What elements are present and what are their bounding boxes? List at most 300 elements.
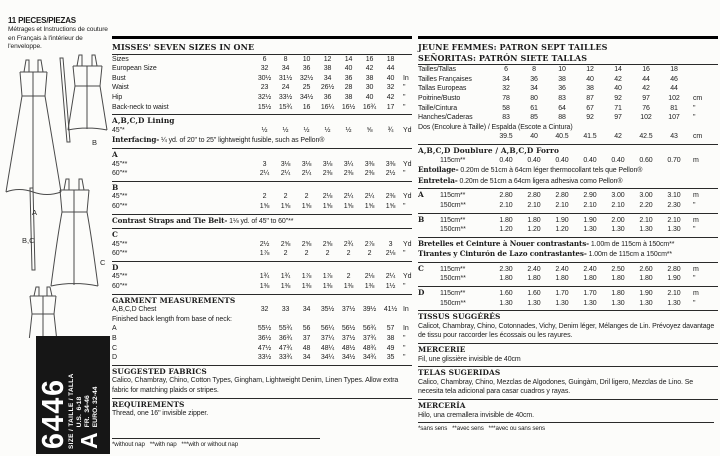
value-cell: 36 [323, 93, 332, 101]
value-cell: 3⅛ [280, 160, 291, 168]
value-cell: ½ [324, 126, 331, 134]
unit-cell: In [403, 74, 409, 82]
bold-lead: Entoilage- [418, 165, 459, 175]
unit-cell: " [403, 344, 406, 352]
text-line: Thread, one 16" invisible zipper. [112, 410, 209, 418]
row-label: 45"** [112, 273, 128, 281]
value-cell: 1.80 [499, 216, 513, 224]
unit-cell: m [693, 192, 699, 200]
value-cell: 37 [302, 335, 311, 343]
value-cell: 2.60 [639, 265, 653, 273]
table-row [112, 202, 412, 212]
table-row [418, 84, 718, 94]
english-column [112, 36, 412, 452]
view-b-drawing [68, 55, 107, 130]
value-cell: 34 [530, 85, 538, 93]
value-cell: 2.80 [555, 192, 569, 200]
value-cell: 2⅜ [364, 170, 375, 178]
value-cell: 2⅝ [280, 240, 291, 248]
text-line: Tirantes y Cinturón de Lazo contrastantes- 1.00m de 115cm a 150cm** [418, 249, 673, 259]
value-cell: 34 [302, 354, 311, 362]
value-cell: 15¾ [278, 103, 293, 111]
value-cell: 34½ [341, 354, 356, 362]
value-cell: 2.80 [499, 192, 513, 200]
value-cell: 85 [530, 114, 538, 122]
value-cell: 28 [344, 84, 353, 92]
value-cell: 30 [365, 84, 374, 92]
view-letter: C [418, 263, 424, 273]
table-row [112, 334, 412, 344]
section-heading: MERCERÍA [418, 399, 718, 411]
value-cell: 2.10 [667, 290, 681, 298]
value-cell: 34¾ [362, 354, 377, 362]
row-label: Poitrine/Busto [418, 94, 461, 102]
value-cell: 41½ [383, 306, 398, 314]
french-footnote: *sans sens **avec sens ***avec ou sans sens [418, 422, 714, 432]
top-rule [112, 36, 412, 39]
row-label: 45"* [112, 126, 125, 134]
value-cell: 1⅝ [385, 202, 396, 210]
row-label: 45"** [112, 160, 128, 168]
view-bc-label: B,C [22, 236, 35, 245]
value-cell: 56¾ [362, 325, 377, 333]
unit-cell: cm [693, 94, 703, 102]
size-label: SIZE / TAILLE / TALLA [68, 373, 76, 449]
table-row [112, 240, 412, 250]
table-row [418, 94, 718, 104]
value-cell: 2¼ [280, 170, 291, 178]
value-cell: 1⅝ [301, 202, 312, 210]
row-label: Tailles Françaises [418, 75, 472, 83]
row-label: A [112, 325, 117, 333]
value-cell: 40 [614, 85, 622, 93]
value-cell: 37½ [341, 335, 356, 343]
value-cell: 6 [262, 55, 267, 63]
value-cell: 0.40 [611, 156, 625, 164]
section-heading: A,B,C,D Lining [112, 114, 412, 126]
table-row [112, 160, 412, 170]
value-cell: 83 [558, 94, 566, 102]
table-row [112, 344, 412, 354]
unit-cell: cm [693, 133, 703, 141]
table-row [112, 126, 412, 136]
value-cell: 1⅜ [364, 283, 375, 291]
value-cell: 38 [323, 65, 332, 73]
section-heading: B [112, 181, 412, 193]
value-cell: 3⅜ [385, 160, 396, 168]
row-label: European Size [112, 65, 157, 73]
table-row [112, 305, 412, 315]
value-cell: 2 [325, 250, 330, 258]
euro-size-range: EURO. 32-44 [92, 386, 100, 428]
garment-line-drawings [0, 46, 112, 338]
value-cell: 2 [262, 193, 267, 201]
value-cell: 2.80 [527, 192, 541, 200]
table-row [112, 64, 412, 74]
value-cell: 34 [502, 75, 510, 83]
value-cell: 2.00 [611, 216, 625, 224]
value-cell: 3⅜ [364, 160, 375, 168]
value-cell: 3 [262, 160, 267, 168]
value-cell: 41.5 [583, 133, 597, 141]
row-label: A 115cm** [418, 190, 466, 200]
value-cell: 36 [530, 75, 538, 83]
unit-cell: " [403, 103, 406, 111]
value-cell: 33 [281, 306, 290, 314]
value-cell: 1⅝ [322, 202, 333, 210]
value-cell: 16 [365, 55, 374, 63]
text-line: Entoilage- 0.20m de 51cm à 64cm léger thermocollant tels que Pellon® [418, 165, 643, 175]
value-cell: 55½ [257, 325, 272, 333]
value-cell: 83 [502, 114, 510, 122]
section-heading: A,B,C,D Doublure / A,B,C,D Forro [418, 144, 718, 156]
unit-cell: m [693, 265, 699, 273]
value-cell: 2.10 [527, 201, 541, 209]
row-label: C [112, 344, 117, 352]
value-cell: 2½ [259, 240, 270, 248]
value-cell: 44 [386, 65, 395, 73]
value-cell: 2.40 [555, 265, 569, 273]
value-cell: 37¼ [320, 335, 335, 343]
value-cell: 2⅜ [343, 170, 354, 178]
row-label: Taille/Cintura [418, 104, 458, 112]
unit-cell: " [403, 202, 406, 210]
value-cell: 35½ [320, 306, 335, 314]
value-cell: 1.90 [555, 216, 569, 224]
value-cell: 47¾ [278, 344, 293, 352]
value-cell: 16¼ [320, 103, 335, 111]
bc-belt-drawing [30, 188, 38, 270]
value-cell: 2 [346, 273, 351, 281]
value-cell: 14 [614, 66, 622, 74]
value-cell: 2¼ [385, 273, 396, 281]
value-cell: 2.10 [555, 201, 569, 209]
value-cell: 64 [558, 104, 566, 112]
value-cell: 12 [323, 55, 332, 63]
us-size-range: U.S. 6-18 [76, 396, 84, 428]
unit-cell: " [403, 250, 406, 258]
value-cell: 33½ [278, 93, 293, 101]
section-heading: GARMENT MEASUREMENTS [112, 294, 412, 306]
value-cell: 3 [388, 240, 393, 248]
view-letter: A [418, 190, 424, 200]
row-label: Bust [112, 74, 126, 82]
value-cell: 1⅝ [343, 202, 354, 210]
value-cell: ½ [282, 126, 289, 134]
value-cell: 26½ [320, 84, 335, 92]
value-cell: 2.30 [667, 201, 681, 209]
value-cell: 1⅜ [259, 283, 270, 291]
table-row [112, 83, 412, 93]
value-cell: 71 [614, 104, 622, 112]
value-cell: 40 [530, 133, 538, 141]
value-cell: 1⅝ [259, 202, 270, 210]
value-cell: 18 [386, 55, 395, 63]
text-line: Fil, une glissière invisible de 40cm [418, 355, 521, 363]
value-cell: 37½ [341, 306, 356, 314]
unit-cell: Yd [403, 160, 412, 168]
value-cell: 2 [367, 250, 372, 258]
value-cell: 37¾ [362, 335, 377, 343]
view-c-drawing [51, 179, 98, 286]
table-row [418, 299, 718, 309]
value-cell: 1⅜ [322, 283, 333, 291]
row-label: 60"** [112, 202, 128, 210]
value-cell: 48¼ [320, 344, 335, 352]
value-cell: 1¾ [280, 273, 291, 281]
table-row [418, 286, 718, 299]
unit-cell: Yd [403, 126, 412, 134]
value-cell: 2⅛ [364, 273, 375, 281]
table-row [112, 74, 412, 84]
row-label: 60"** [112, 250, 128, 258]
value-cell: 3.00 [611, 192, 625, 200]
value-cell: 32 [260, 306, 269, 314]
value-cell: 1.90 [667, 275, 681, 283]
table-row [112, 249, 412, 259]
unit-cell: " [403, 354, 406, 362]
value-cell: 40 [365, 93, 374, 101]
value-cell: 16 [302, 103, 311, 111]
row-label: B 115cm** [418, 214, 466, 224]
value-cell: 36 [558, 85, 566, 93]
value-cell: 55¾ [278, 325, 293, 333]
value-cell: 3.00 [639, 192, 653, 200]
unit-cell: In [403, 306, 409, 314]
value-cell: 43 [670, 133, 678, 141]
value-cell: 102 [640, 114, 652, 122]
row-label: Back-neck to waist [112, 103, 169, 111]
value-cell: ½ [303, 126, 310, 134]
value-cell: 16½ [341, 103, 356, 111]
value-cell: 56½ [341, 325, 356, 333]
value-cell: 97 [642, 94, 650, 102]
value-cell: 8 [532, 66, 536, 74]
value-cell: 42 [614, 75, 622, 83]
value-cell: 2⅞ [364, 240, 375, 248]
row-label: 150cm** [440, 275, 466, 283]
value-cell: 15½ [257, 103, 272, 111]
value-cell: 2.20 [639, 201, 653, 209]
english-footnote: *without nap **with nap ***with or without nap [112, 438, 320, 448]
value-cell: 80 [530, 94, 538, 102]
value-cell: 2 [346, 250, 351, 258]
value-cell: 34½ [299, 93, 314, 101]
value-cell: 44 [670, 85, 678, 93]
value-cell: 1⅝ [280, 202, 291, 210]
row-label: 45"** [112, 193, 128, 201]
section-heading: C [112, 228, 412, 240]
top-rule [418, 36, 718, 39]
value-cell: 0.40 [527, 156, 541, 164]
value-cell: 30½ [257, 74, 272, 82]
value-cell: 49 [386, 344, 395, 352]
pieces-count-line: 11 PIECES/PIEZAS [8, 16, 76, 25]
value-cell: 3¼ [343, 160, 354, 168]
value-cell: 10 [302, 55, 311, 63]
value-cell: 44 [642, 75, 650, 83]
table-row [418, 225, 718, 235]
bold-lead: Contrast Straps and Tie Belt- [112, 215, 228, 225]
view-d-drawing [27, 287, 59, 338]
section-heading: SUGGESTED FABRICS [112, 365, 412, 377]
value-cell: 32 [260, 65, 269, 73]
row-label: D [112, 354, 117, 362]
value-cell: 33½ [257, 354, 272, 362]
value-cell: 2.30 [499, 265, 513, 273]
value-cell: 78 [502, 94, 510, 102]
value-cell: 1⅞ [301, 273, 312, 281]
value-cell: 36¾ [278, 335, 293, 343]
value-cell: 25 [302, 84, 311, 92]
row-label: C 115cm** [418, 263, 466, 273]
value-cell: 1.30 [611, 226, 625, 234]
value-cell: 3⅛ [301, 160, 312, 168]
value-cell: 2¼ [343, 193, 354, 201]
value-cell: 42 [642, 85, 650, 93]
size-letter: A [76, 432, 103, 449]
table-row [418, 132, 718, 142]
value-cell: 1.80 [583, 275, 597, 283]
value-cell: 36½ [257, 335, 272, 343]
row-label: Waist [112, 84, 129, 92]
french-note: Métrages et Instructions de couture en Français à l'intérieur de l'enveloppe. [8, 26, 108, 51]
table-row [112, 93, 412, 103]
size-ranges [76, 387, 99, 428]
value-cell: 39½ [362, 306, 377, 314]
value-cell: 1⅞ [259, 250, 270, 258]
value-cell: 1.80 [639, 275, 653, 283]
bold-lead: Tirantes y Cinturón de Lazo contrastantes- [418, 249, 587, 259]
value-cell: 14 [344, 55, 353, 63]
value-cell: 38 [586, 85, 594, 93]
value-cell: 38 [386, 335, 395, 343]
section-heading: TISSUS SUGGÉRÉS [418, 310, 718, 322]
row-label: Hip [112, 93, 123, 101]
unit-cell: Yd [403, 273, 412, 281]
section-heading: SEÑORITAS: PATRÓN SIETE TALLAS [418, 53, 718, 66]
value-cell: 0.40 [499, 156, 513, 164]
value-cell: 0.60 [639, 156, 653, 164]
unit-cell: " [693, 104, 696, 112]
unit-cell: Yd [403, 240, 412, 248]
value-cell: 1.20 [499, 226, 513, 234]
view-a-drawing [6, 60, 61, 195]
value-cell: 1⅜ [280, 283, 291, 291]
row-label: 60"** [112, 283, 128, 291]
value-cell: 1.20 [527, 226, 541, 234]
value-cell: 2.10 [667, 216, 681, 224]
section-heading: JEUNE FEMMES: PATRON SEPT TAILLES [418, 42, 608, 52]
value-cell: 48 [302, 344, 311, 352]
value-cell: 87 [586, 94, 594, 102]
table-row [418, 75, 718, 85]
value-cell: 42.5 [639, 133, 653, 141]
row-label: Hanches/Caderas [418, 114, 473, 122]
value-cell: 8 [283, 55, 288, 63]
value-cell: 3⅛ [322, 160, 333, 168]
unit-cell: m [693, 156, 699, 164]
table-row [418, 104, 718, 114]
table-row [112, 282, 412, 292]
text-line: Interfacing- ¼ yd. of 20" to 25" lightweight fusible, such as Pellon® [112, 135, 325, 145]
value-cell: ½ [345, 126, 352, 134]
value-cell: 1.30 [611, 299, 625, 307]
section-heading: A [112, 148, 412, 160]
value-cell: 1.60 [527, 290, 541, 298]
value-cell: 1.30 [555, 299, 569, 307]
value-cell: 34 [302, 306, 311, 314]
table-row [418, 262, 718, 275]
value-cell: 32½ [257, 93, 272, 101]
unit-cell: " [403, 335, 406, 343]
value-cell: 38 [344, 93, 353, 101]
value-cell: 23 [260, 84, 269, 92]
table-row [112, 272, 412, 282]
value-cell: 2¼ [364, 193, 375, 201]
value-cell: 1.30 [667, 299, 681, 307]
unit-cell: " [693, 201, 696, 209]
text-line: Hilo, una cremallera invisible de 40cm. [418, 411, 534, 419]
table-row [418, 156, 718, 166]
unit-cell: " [403, 84, 406, 92]
value-cell: 17 [386, 103, 395, 111]
section-heading: MERCERIE [418, 343, 718, 355]
fr-size-range: FR. 34-46 [84, 395, 92, 428]
text-line: Contrast Straps and Tie Belt- 1⅛ yd. of 45" to 60"** [112, 214, 412, 227]
value-cell: 56¼ [320, 325, 335, 333]
value-cell: 48½ [341, 344, 356, 352]
bold-lead: Bretelles et Ceinture à Nouer contrastants- [418, 238, 590, 248]
value-cell: 31½ [278, 74, 293, 82]
value-cell: 1⅞ [322, 273, 333, 281]
value-cell: 32 [386, 84, 395, 92]
value-cell: 2⅛ [385, 250, 396, 258]
value-cell: 36 [344, 74, 353, 82]
table-row [112, 324, 412, 334]
value-cell: 88 [558, 114, 566, 122]
value-cell: 42 [365, 65, 374, 73]
value-cell: 2¼ [259, 170, 270, 178]
row-label: A,B,C,D Chest [112, 306, 157, 314]
value-cell: 1.80 [527, 275, 541, 283]
value-cell: 38 [365, 74, 374, 82]
value-cell: ½ [261, 126, 268, 134]
value-cell: 92 [614, 94, 622, 102]
value-cell: 76 [642, 104, 650, 112]
text-line: Bretelles et Ceinture à Nouer contrastants- 1.00m de 115cm à 150cm** [418, 237, 718, 250]
value-cell: 2 [283, 250, 288, 258]
value-cell: 1.90 [639, 290, 653, 298]
row-label: 60"** [112, 170, 128, 178]
row-label: 150cm** [440, 201, 466, 209]
value-cell: 67 [586, 104, 594, 112]
value-cell: 2.50 [611, 265, 625, 273]
table-row [418, 274, 718, 284]
french-spanish-column [418, 36, 718, 452]
value-cell: 1.60 [499, 290, 513, 298]
value-cell: 97 [614, 114, 622, 122]
value-cell: 36 [302, 65, 311, 73]
row-label: B [112, 335, 117, 343]
text-line: Dos (Encolure à Taille) / Espalda (Escote a Cintura) [418, 123, 573, 131]
value-cell: 24 [281, 84, 290, 92]
value-cell: 57 [386, 325, 395, 333]
size-box [36, 336, 110, 454]
value-cell: 1.70 [555, 290, 569, 298]
value-cell: 1.30 [499, 299, 513, 307]
table-row [418, 201, 718, 211]
